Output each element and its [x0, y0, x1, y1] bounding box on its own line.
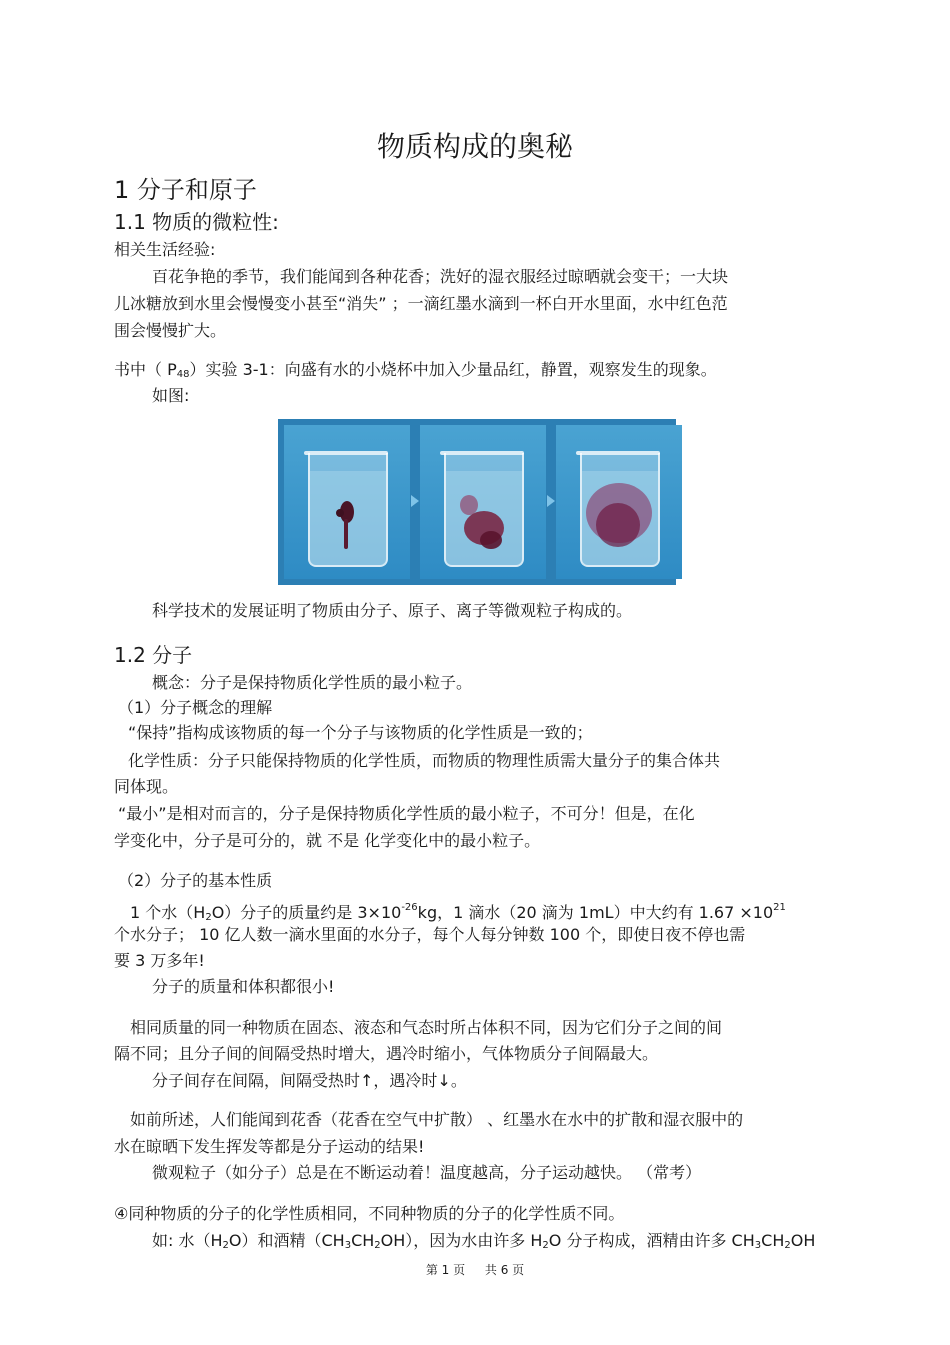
paragraph-line: 水在晾晒下发生挥发等都是分子运动的结果! [114, 1137, 425, 1156]
arrow-icon [411, 495, 419, 507]
paragraph-line: “最小”是相对而言的，分子是保持物质化学性质的最小粒子，不可分！但是，在化 [118, 804, 695, 823]
section-heading-1-2: 1.2 分子 [114, 643, 193, 667]
paragraph-line: 相同质量的同一种物质在固态、液态和气态时所占体积不同，因为它们分子之间的间 [130, 1018, 723, 1037]
paragraph-line: ④同种物质的分子的化学性质相同，不同种物质的分子的化学性质不同。 [114, 1204, 625, 1223]
paragraph-line: 如图: [152, 386, 190, 405]
paragraph-line: 分子的质量和体积都很小! [152, 977, 335, 996]
beaker-panel-2 [420, 425, 546, 579]
page-number: 第 1 页 [425, 1263, 466, 1277]
paragraph-line: 化学性质：分子只能保持物质的化学性质，而物质的物理性质需大量分子的集合体共 [128, 751, 721, 770]
page-title: 物质构成的奥秘 [376, 130, 573, 163]
page-footer [0, 1262, 950, 1278]
paragraph-line: 学变化中，分子是可分的，就 不是 化学变化中的最小粒子。 [114, 831, 541, 850]
experiment-photo [278, 419, 676, 585]
paragraph-line: 如: 水$(H_2O)$和酒精$(CH_3CH_2OH)$，因为水由许多 $H_2O$ 分子构成，酒精由许多 $CH_3CH_2OH$ [152, 1231, 816, 1251]
paragraph-line: 要 3 万多年! [114, 951, 205, 970]
section-heading-1: 1 分子和原子 [114, 176, 257, 204]
paragraph-line: （1）分子概念的理解 [118, 698, 273, 717]
paragraph-line: 概念：分子是保持物质化学性质的最小粒子。 [152, 673, 473, 692]
paragraph-line: 如前所述，人们能闻到花香（花香在空气中扩散） 、红墨水在水中的扩散和湿衣服中的 [130, 1110, 744, 1129]
beaker-panel-3 [556, 425, 682, 579]
page-total: 共 6 页 [484, 1263, 525, 1277]
paragraph-line: 百花争艳的季节，我们能闻到各种花香；洗好的湿衣服经过晾晒就会变干；一大块 [152, 267, 729, 286]
section-heading-1-1: 1.1 物质的微粒性: [114, 210, 279, 234]
paragraph-line: 隔不同；且分子间的间隔受热时增大，遇冷时缩小，气体物质分子间隔最大。 [114, 1044, 659, 1063]
paragraph-line: 科学技术的发展证明了物质由分子、原子、离子等微观粒子构成的。 [152, 601, 633, 620]
paragraph-line: 个水分子； 10 亿人数一滴水里面的水分子，每个人每分钟数 100 个，即使日夜不停也需 [114, 925, 746, 944]
paragraph-line: 儿冰糖放到水里会慢慢变小甚至“消失” ；一滴红墨水滴到一杯白开水里面，水中红色范 [114, 294, 728, 313]
experiment-line: 书中（ $P_{48}$）实验 3-1：向盛有水的小烧杯中加入少量品红，静置，观察发生的现象。 [114, 360, 717, 380]
paragraph-line: 微观粒子（如分子）总是在不断运动着！温度越高，分子运动越快。 （常考） [152, 1163, 702, 1182]
paragraph-line: 围会慢慢扩大。 [114, 321, 227, 340]
paragraph-line: （2）分子的基本性质 [118, 871, 273, 890]
paragraph-line: “保持”指构成该物质的每一个分子与该物质的化学性质是一致的； [128, 723, 593, 742]
paragraph-line: 1 个水$(H_2O)$分子的质量约是 $3\times 10^{-26}kg$，1 滴水（20 滴为 1mL）中大约有 $1.67 \times 10^{21}$ [130, 902, 786, 923]
paragraph-line: 同体现。 [114, 777, 179, 796]
beaker-panel-1 [284, 425, 410, 579]
paragraph-line: 相关生活经验: [114, 240, 216, 259]
arrow-icon [547, 495, 555, 507]
paragraph-line: 分子间存在间隔，间隔受热时↑，遇冷时↓。 [152, 1071, 467, 1090]
